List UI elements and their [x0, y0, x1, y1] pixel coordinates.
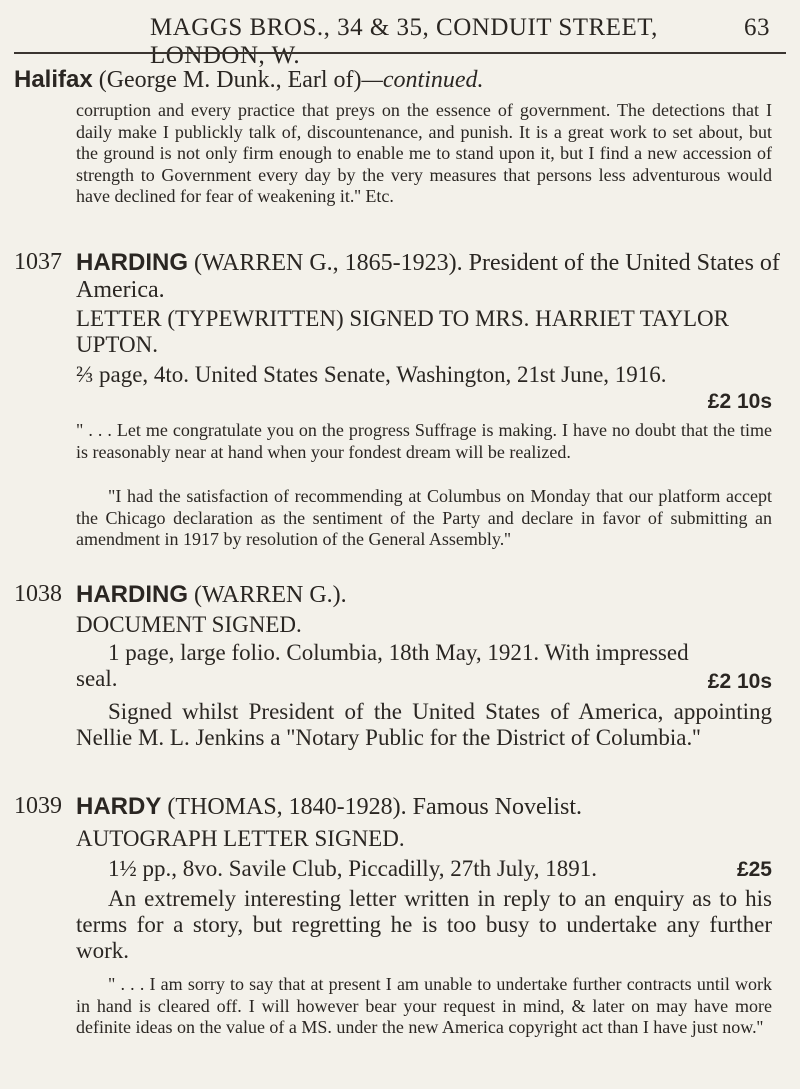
lot-description: LETTER (TYPEWRITTEN) SIGNED TO MRS. HARRIET TAYLOR UPTON. [76, 306, 730, 357]
lot-description: AUTOGRAPH LETTER SIGNED. [76, 826, 405, 851]
header-rule [14, 52, 786, 54]
continued-paragraph: corruption and every practice that preys on the essence of government. The detections that I daily make I publickly talk of, discountenance, and punish. It is a great work to set about, but the ground is not only firm enough to enable me to stand upon it, but I find a new accession of strength to Government every day by the very measures that persons less adventurous would have declined for fear of weakening it.'' Etc. [76, 100, 772, 206]
lot-details: 1½ pp., 8vo. Savile Club, Piccadilly, 27th July, 1891. [108, 856, 597, 881]
lot-note: Signed whilst President of the United States of America, appointing Nellie M. L. Jenkins a "Notary Public for the District of Columbia.'' [76, 699, 772, 750]
lot-name: HARDING [76, 249, 188, 276]
lot-heading [76, 581, 786, 609]
lot-heading [76, 793, 786, 821]
lot-details: ⅔ page, 4to. United States Senate, Washington, 21st June, 1916. [76, 362, 667, 387]
lot-note: An extremely interesting letter written in reply to an enquiry as to his terms for a story, but regretting he is too busy to undertake any further work. [76, 886, 772, 963]
lot-name-rest: (THOMAS, 1840-1928). Famous Novelist. [161, 794, 582, 820]
continued-name: Halifax [14, 66, 93, 93]
continued-label: —continued. [361, 67, 484, 93]
lot-details: 1 page, large folio. Columbia, 18th May, 1921. With impressed seal. [76, 640, 689, 691]
lot-price: £2 10s [707, 670, 772, 693]
lot-name: HARDY [76, 793, 162, 820]
lot-name-rest: (WARREN G.). [188, 582, 347, 608]
page-header [150, 14, 770, 70]
lot-name: HARDING [76, 581, 188, 608]
lot-quote: " . . . I am sorry to say that at present I am unable to undertake further contracts until work in hand is cleared off. I will however bear your request in mind, & later on may have more definite ideas on the value of a MS. under the new America copyright act than I have just now.'' [76, 974, 772, 1037]
page-number: 63 [744, 14, 770, 41]
lot-quote: " . . . Let me congratulate you on the progress Suffrage is making. I have no doubt that the time is reasonably near at hand when your fondest dream will be realized. [76, 420, 772, 462]
lot-price: £25 [736, 858, 772, 881]
continued-heading [14, 66, 484, 94]
lot-heading [76, 249, 786, 304]
lot-number: 1037 [14, 249, 62, 275]
continued-name-rest: (George M. Dunk., Earl of) [92, 67, 362, 93]
lot-number: 1039 [14, 793, 62, 819]
lot-number: 1038 [14, 581, 62, 607]
lot-name-rest: (WARREN G., 1865-1923). President of the United States of America. [76, 250, 780, 303]
lot-price: £2 10s [707, 390, 772, 413]
lot-description: DOCUMENT SIGNED. [76, 612, 302, 637]
publisher-title: MAGGS BROS., 34 & 35, CONDUIT STREET, LONDON, W. [150, 14, 658, 69]
lot-quote: "I had the satisfaction of recommending at Columbus on Monday that our platform accept the Chicago declaration as the sentiment of the Party and declare in favor of submitting an amendment in 1917 by resolution of the General Assembly.'' [76, 486, 772, 549]
